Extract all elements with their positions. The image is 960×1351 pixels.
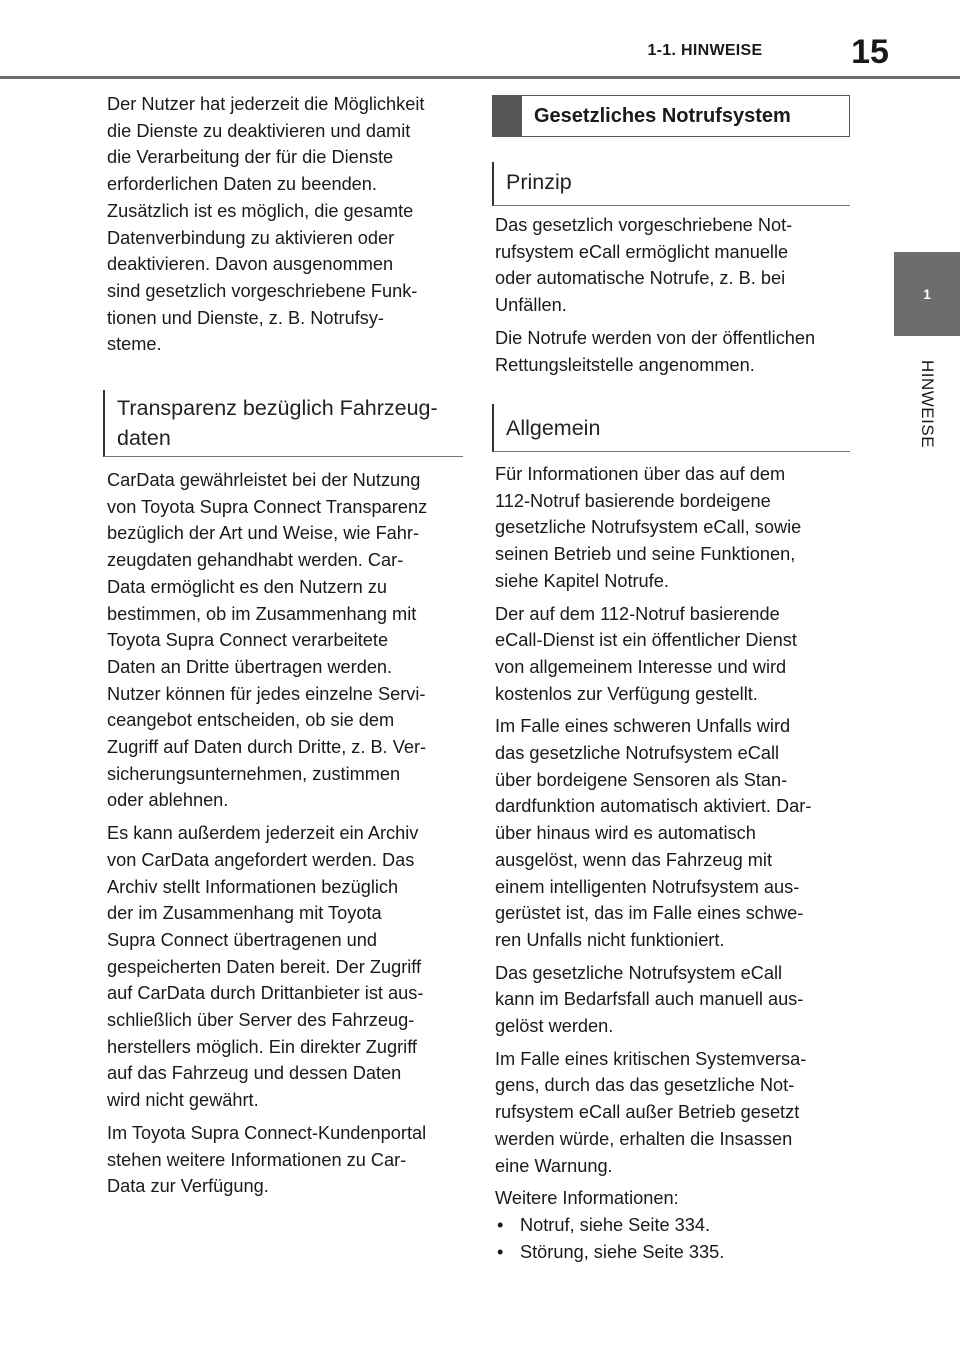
reference-list bbox=[495, 1212, 855, 1265]
right-column-allgemein bbox=[495, 461, 855, 1265]
chapter-side-label bbox=[875, 352, 960, 456]
paragraph: Die Notrufe werden von der öffentlichen Rettungsleitstelle angenommen. bbox=[495, 327, 816, 375]
left-column bbox=[107, 91, 477, 364]
chapter-side-label-text: HINWEISE bbox=[918, 359, 937, 449]
subheading-transparenz: Transparenz bezüglich Fahrzeug- daten bbox=[103, 390, 463, 457]
subheading-prinzip: Prinzip bbox=[492, 162, 850, 206]
running-header-section-title: 1-1. HINWEISE bbox=[647, 42, 763, 59]
paragraph: Im Toyota Supra Connect-Kundenportal stehen weitere Informationen zu Car- Data zur Verfügung. bbox=[107, 1122, 427, 1197]
paragraph: Es kann außerdem jederzeit ein Archiv von CarData angefordert werden. Das Archiv stellt Informationen bezüglich der im Zusammenhang mit Toyota Supra Connect übertragenen und gespeicherten Daten bereit. Der Zugriff auf CarData durch Drittanbieter ist aus- schließlich über Server des Fahrzeug- herstellers möglich. Ein direkter Zugriff auf das Fahrzeug und dessen Daten wird nicht gewährt. bbox=[107, 823, 424, 1111]
section-heading-notrufsystem bbox=[492, 95, 850, 137]
heading-bar bbox=[493, 96, 522, 136]
paragraph: Das gesetzliche Notrufsystem eCall kann im Bedarfsfall auch manuell aus- gelöst werden. bbox=[495, 962, 804, 1037]
paragraph: CarData gewährleistet bei der Nutzung von Toyota Supra Connect Transparenz bezüglich der Art und Weise, wie Fahr- zeugdaten gehandhabt werden. Car- Data ermöglicht es den Nutzern zu bestimmen, ob im Zusammenhang mit Toyota Supra Connect verarbeitete Daten an Dritte übertragen werden. Nutzer können für jedes einzelne Servi- ceangebot entscheiden, ob sie dem Zugriff auf Daten durch Dritte, z. B. Ver- sicherungsunternehmen, zustimmen oder ablehnen. bbox=[107, 470, 428, 811]
header-rule bbox=[0, 76, 960, 79]
subheading-allgemein: Allgemein bbox=[492, 404, 850, 452]
paragraph: Weitere Informationen: bbox=[495, 1188, 679, 1209]
list-item[interactable]: • Störung, siehe Seite 335. bbox=[495, 1239, 855, 1266]
paragraph: Im Falle eines schweren Unfalls wird das gesetzliche Notrufsystem eCall über bordeigene Sensoren als Stan- dardfunktion automatisch aktiviert. Dar- über hinaus wird es automatisch ausgelöst, wenn das Fahrzeug mit einem intelligenten Notrufsystem aus- gerüstet ist, das im Falle eines schwe- ren Unfalls nicht funktioniert. bbox=[495, 716, 812, 950]
paragraph: Der auf dem 112-Notruf basierende eCall-Dienst ist ein öffentlicher Dienst von allgemeinem Interesse und wird kostenlos zur Verfügung gestellt. bbox=[495, 603, 797, 704]
page-number: 15 bbox=[851, 33, 889, 71]
right-column-prinzip bbox=[495, 212, 855, 384]
list-item[interactable]: • Notruf, siehe Seite 334. bbox=[495, 1212, 855, 1239]
left-column-body bbox=[107, 467, 477, 1206]
paragraph: Für Informationen über das auf dem 112-Notruf basierende bordeigene gesetzliche Notrufsystem eCall, sowie seinen Betrieb und seine Funktionen, siehe Kapitel Notrufe. bbox=[495, 464, 802, 591]
paragraph: Im Falle eines kritischen Systemversa- gens, durch das das gesetzliche Not- rufsystem eCall außer Betrieb gesetzt werden würde, erhalten die Insassen eine Warnung. bbox=[495, 1048, 807, 1176]
section-heading-text: Gesetzliches Notrufsystem bbox=[534, 104, 791, 127]
intro-paragraph: Der Nutzer hat jederzeit die Möglichkeit die Dienste zu deaktivieren und damit die Verarbeitung der für die Dienste erforderlichen Daten zu beenden. Zusätzlich ist es möglich, die gesamte Datenverbindung zu aktivieren oder deaktivieren. Davon ausgenommen sind gesetzlich vorgeschriebene Funk- tionen und Dienste, z. B. Notrufsy- steme. bbox=[107, 94, 425, 355]
chapter-tab[interactable]: 1 bbox=[894, 252, 960, 336]
paragraph: Das gesetzlich vorgeschriebene Not- rufsystem eCall ermöglicht manuelle oder automatische Notrufe, z. B. bei Unfällen. bbox=[495, 215, 793, 316]
